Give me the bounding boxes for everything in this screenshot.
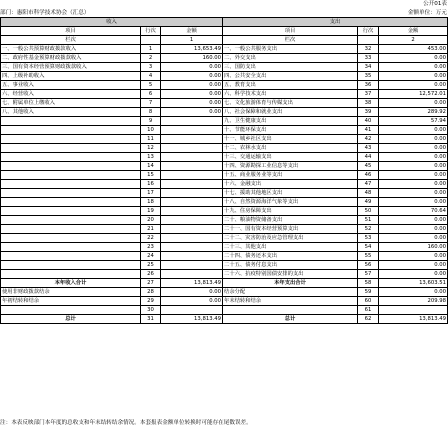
expense-row-number: 57: [358, 270, 379, 279]
income-amount: [161, 216, 223, 225]
expense-item: 四、公共安全支出: [223, 72, 358, 81]
expense-item: 十六、金融支出: [223, 180, 358, 189]
expense-amount: 0.00: [379, 261, 448, 270]
income-item: 六、经营收入: [1, 90, 141, 99]
grand-total-row: [1, 315, 448, 324]
expense-item: 十八、自然资源海洋气象等支出: [223, 198, 358, 207]
income-row-number: 17: [141, 189, 161, 198]
income-item: [1, 117, 141, 126]
expense-row-number: 59: [358, 288, 379, 297]
footnote: 注：本表反映部门本年度的总收支和年末结转结余情况。本套报表金额单位转换时可能存在尾数误差。: [0, 420, 252, 426]
expense-section: 支出: [223, 18, 448, 27]
income-row-number: 20: [141, 216, 161, 225]
expense-item: 三、国防支出: [223, 63, 358, 72]
col-row: 行次: [358, 27, 379, 36]
income-row-number: 26: [141, 270, 161, 279]
expense-row-number: 48: [358, 189, 379, 198]
table-row: [1, 45, 448, 54]
expense-row-number: 50: [358, 207, 379, 216]
income-grand-total-amount: 13,813.49: [161, 315, 223, 324]
income-item: [1, 216, 141, 225]
income-amount: 0.00: [161, 90, 223, 99]
expense-row-number: 44: [358, 153, 379, 162]
income-amount: 0.00: [161, 63, 223, 72]
expense-row-number: 61: [358, 306, 379, 315]
expense-row-number: 39: [358, 108, 379, 117]
table-row: [1, 297, 448, 306]
expense-row-number: 38: [358, 99, 379, 108]
income-item: 八、其他收入: [1, 108, 141, 117]
label-cell: 栏次: [223, 36, 358, 45]
income-amount: 0.00: [161, 108, 223, 117]
income-row-number: 12: [141, 144, 161, 153]
expense-amount: 0.00: [379, 252, 448, 261]
table-row: [1, 72, 448, 81]
table-row: [1, 63, 448, 72]
expense-item: 九、卫生健康支出: [223, 117, 358, 126]
expense-row-number: 37: [358, 90, 379, 99]
expense-amount: 0.00: [379, 162, 448, 171]
income-amount: [161, 135, 223, 144]
expense-amount: 0.00: [379, 153, 448, 162]
col-amount: 金额: [161, 27, 223, 36]
income-row-number: 25: [141, 261, 161, 270]
table-row: [1, 108, 448, 117]
expense-amount: 12,572.01: [379, 90, 448, 99]
table-row: [1, 180, 448, 189]
income-row-number: 19: [141, 207, 161, 216]
expense-row-number: 47: [358, 180, 379, 189]
column-header-row: [1, 27, 448, 36]
expense-amount: 57.94: [379, 117, 448, 126]
income-row-number: 7: [141, 99, 161, 108]
income-item: [1, 180, 141, 189]
expense-row-number: 56: [358, 261, 379, 270]
expense-total-label: 本年支出合计: [223, 279, 358, 288]
income-item: 七、附属单位上缴收入: [1, 99, 141, 108]
table-row: [1, 234, 448, 243]
table-row: [1, 99, 448, 108]
income-item: [1, 270, 141, 279]
income-item: [1, 225, 141, 234]
income-amount: [161, 171, 223, 180]
expense-row-number: 54: [358, 243, 379, 252]
col-amount: 金额: [379, 27, 448, 36]
income-item: 使用非财政拨款结余: [1, 288, 141, 297]
expense-amount: 70.64: [379, 207, 448, 216]
department-label: 部门：惠阳市科学技术协会（汇总）: [0, 10, 90, 16]
expense-amount: 0.00: [379, 63, 448, 72]
expense-item: 十一、城乡社区支出: [223, 135, 358, 144]
table-row: [1, 153, 448, 162]
expense-row-number: 41: [358, 126, 379, 135]
table-row: [1, 216, 448, 225]
expense-item: 二十二、灾害防治及应急管理支出: [223, 234, 358, 243]
table-row: [1, 90, 448, 99]
expense-row-number: 32: [358, 45, 379, 54]
income-row-number: 15: [141, 171, 161, 180]
income-expense-table: [0, 17, 448, 324]
income-item: [1, 135, 141, 144]
expense-item: [223, 306, 358, 315]
income-grand-total-row-number: 31: [141, 315, 161, 324]
expense-amount: 0.00: [379, 270, 448, 279]
income-item: [1, 153, 141, 162]
expense-row-number: 49: [358, 198, 379, 207]
table-row: [1, 198, 448, 207]
table-row: [1, 171, 448, 180]
blank-cell: [358, 36, 379, 45]
col-item: 项目: [223, 27, 358, 36]
income-row-number: 6: [141, 90, 161, 99]
income-item: 四、上级补助收入: [1, 72, 141, 81]
table-row: [1, 306, 448, 315]
col-row: 行次: [141, 27, 161, 36]
table-row: [1, 144, 448, 153]
income-amount: [161, 162, 223, 171]
income-row-number: 11: [141, 135, 161, 144]
expense-row-number: 46: [358, 171, 379, 180]
income-amount: 0.00: [161, 72, 223, 81]
expense-amount: 0.00: [379, 288, 448, 297]
income-row-number: 22: [141, 234, 161, 243]
income-item: [1, 243, 141, 252]
column-index-row: [1, 36, 448, 45]
expense-item: 十五、商业服务业等支出: [223, 171, 358, 180]
income-row-number: 24: [141, 252, 161, 261]
income-item: [1, 171, 141, 180]
expense-item: 一、一般公共服务支出: [223, 45, 358, 54]
expense-item: 二十六、抗疫特别国债安排的支出: [223, 270, 358, 279]
table-row: [1, 261, 448, 270]
income-item: [1, 189, 141, 198]
expense-amount: 209.98: [379, 297, 448, 306]
expense-row-number: 51: [358, 216, 379, 225]
table-row: [1, 126, 448, 135]
form-number: 公开01表: [423, 1, 447, 7]
expense-amount: 0.00: [379, 72, 448, 81]
income-item: 年初结转和结余: [1, 297, 141, 306]
income-amount: [161, 180, 223, 189]
table-row: [1, 243, 448, 252]
expense-item: 五、教育支出: [223, 81, 358, 90]
table-row: [1, 117, 448, 126]
income-row-number: 16: [141, 180, 161, 189]
table-row: [1, 81, 448, 90]
expense-item: 十三、交通运输支出: [223, 153, 358, 162]
income-amount: [161, 117, 223, 126]
col-item: 项目: [1, 27, 141, 36]
table-row: [1, 288, 448, 297]
expense-item: 十七、援助其他地区支出: [223, 189, 358, 198]
expense-amount: 0.00: [379, 126, 448, 135]
expense-amount: 453.00: [379, 45, 448, 54]
income-row-number: 30: [141, 306, 161, 315]
income-item: [1, 144, 141, 153]
expense-item: 二十四、债务还本支出: [223, 252, 358, 261]
expense-item: 二十一、国有资本经营预算支出: [223, 225, 358, 234]
expense-amount: 0.00: [379, 81, 448, 90]
income-amount: 160.00: [161, 54, 223, 63]
income-item: [1, 162, 141, 171]
income-amount: [161, 252, 223, 261]
income-amount: 0.00: [161, 99, 223, 108]
income-amount: [161, 243, 223, 252]
expense-row-number: 40: [358, 117, 379, 126]
income-amount: [161, 306, 223, 315]
blank-cell: [141, 36, 161, 45]
expense-item: 六、科学技术支出: [223, 90, 358, 99]
income-row-number: 5: [141, 81, 161, 90]
expense-item: 结余分配: [223, 288, 358, 297]
expense-item: 十、节能环保支出: [223, 126, 358, 135]
income-amount: [161, 270, 223, 279]
income-total-row-number: 27: [141, 279, 161, 288]
income-item: [1, 306, 141, 315]
expense-amount: 289.92: [379, 108, 448, 117]
income-item: [1, 207, 141, 216]
expense-amount: 0.00: [379, 189, 448, 198]
expense-row-number: 52: [358, 225, 379, 234]
income-row-number: 8: [141, 108, 161, 117]
income-row-number: 28: [141, 288, 161, 297]
money-unit: 金额单位：万元: [407, 10, 447, 16]
table-row: [1, 270, 448, 279]
income-amount: [161, 225, 223, 234]
income-amount: 0.00: [161, 81, 223, 90]
income-grand-total-label: 总计: [1, 315, 141, 324]
expense-item: 十二、农林水支出: [223, 144, 358, 153]
income-total-label: 本年收入合计: [1, 279, 141, 288]
expense-row-number: 34: [358, 63, 379, 72]
income-amount: 0.00: [161, 297, 223, 306]
income-total-amount: 13,813.49: [161, 279, 223, 288]
expense-item: 二十三、其他支出: [223, 243, 358, 252]
income-row-number: 1: [141, 45, 161, 54]
expense-item: 二、外交支出: [223, 54, 358, 63]
expense-amount: 0.00: [379, 99, 448, 108]
income-item: 二、政府性基金预算财政拨款收入: [1, 54, 141, 63]
label-cell: 栏次: [1, 36, 141, 45]
income-item: 五、事业收入: [1, 81, 141, 90]
income-row-number: 21: [141, 225, 161, 234]
annual-total-row: [1, 279, 448, 288]
income-row-number: 4: [141, 72, 161, 81]
income-row-number: 23: [141, 243, 161, 252]
expense-grand-total-row-number: 62: [358, 315, 379, 324]
income-amount: [161, 153, 223, 162]
expense-row-number: 60: [358, 297, 379, 306]
income-item: [1, 126, 141, 135]
expense-item: 十九、住房保障支出: [223, 207, 358, 216]
expense-amount: 0.00: [379, 198, 448, 207]
income-row-number: 10: [141, 126, 161, 135]
expense-amount: 0.00: [379, 180, 448, 189]
expense-item: 十四、资源勘探工业信息等支出: [223, 162, 358, 171]
expense-item: 七、文化旅游体育与传媒支出: [223, 99, 358, 108]
income-item: [1, 234, 141, 243]
income-row-number: 3: [141, 63, 161, 72]
expense-grand-total-amount: 13,813.49: [379, 315, 448, 324]
table-row: [1, 135, 448, 144]
expense-amount: 0.00: [379, 54, 448, 63]
income-amount: [161, 126, 223, 135]
expense-amount: 0.00: [379, 216, 448, 225]
table-row: [1, 207, 448, 216]
table-row: [1, 252, 448, 261]
section-header-row: [1, 18, 448, 27]
expense-row-number: 33: [358, 54, 379, 63]
income-section: 收入: [1, 18, 223, 27]
table-row: [1, 162, 448, 171]
expense-amount: [379, 306, 448, 315]
expense-amount: 0.00: [379, 171, 448, 180]
expense-row-number: 53: [358, 234, 379, 243]
expense-item: 年末结转和结余: [223, 297, 358, 306]
expense-row-number: 36: [358, 81, 379, 90]
income-amount: 0.00: [161, 288, 223, 297]
income-row-number: 18: [141, 198, 161, 207]
expense-amount: 160.00: [379, 243, 448, 252]
expense-item: 二十五、债务付息支出: [223, 261, 358, 270]
expense-item: 二十、粮油物资储备支出: [223, 216, 358, 225]
income-amount: [161, 144, 223, 153]
expense-item: 八、社会保障和就业支出: [223, 108, 358, 117]
col-index-2: 2: [379, 36, 448, 45]
income-row-number: 29: [141, 297, 161, 306]
income-amount: [161, 261, 223, 270]
col-index-1: 1: [161, 36, 223, 45]
table-row: [1, 189, 448, 198]
income-amount: [161, 189, 223, 198]
expense-amount: 0.00: [379, 225, 448, 234]
income-item: [1, 261, 141, 270]
expense-row-number: 35: [358, 72, 379, 81]
income-amount: [161, 207, 223, 216]
expense-total-row-number: 58: [358, 279, 379, 288]
income-item: 一、一般公共预算财政拨款收入: [1, 45, 141, 54]
income-row-number: 9: [141, 117, 161, 126]
income-amount: 13,653.49: [161, 45, 223, 54]
expense-row-number: 45: [358, 162, 379, 171]
expense-row-number: 55: [358, 252, 379, 261]
expense-amount: 0.00: [379, 144, 448, 153]
income-item: [1, 198, 141, 207]
expense-row-number: 42: [358, 135, 379, 144]
expense-amount: 0.00: [379, 135, 448, 144]
expense-amount: 0.00: [379, 234, 448, 243]
expense-grand-total-label: 总计: [223, 315, 358, 324]
income-row-number: 14: [141, 162, 161, 171]
table-row: [1, 54, 448, 63]
income-item: 三、国有资本经营预算财政拨款收入: [1, 63, 141, 72]
table-row: [1, 225, 448, 234]
income-row-number: 2: [141, 54, 161, 63]
expense-total-amount: 13,603.51: [379, 279, 448, 288]
income-row-number: 13: [141, 153, 161, 162]
expense-row-number: 43: [358, 144, 379, 153]
income-item: [1, 252, 141, 261]
income-amount: [161, 198, 223, 207]
income-amount: [161, 234, 223, 243]
